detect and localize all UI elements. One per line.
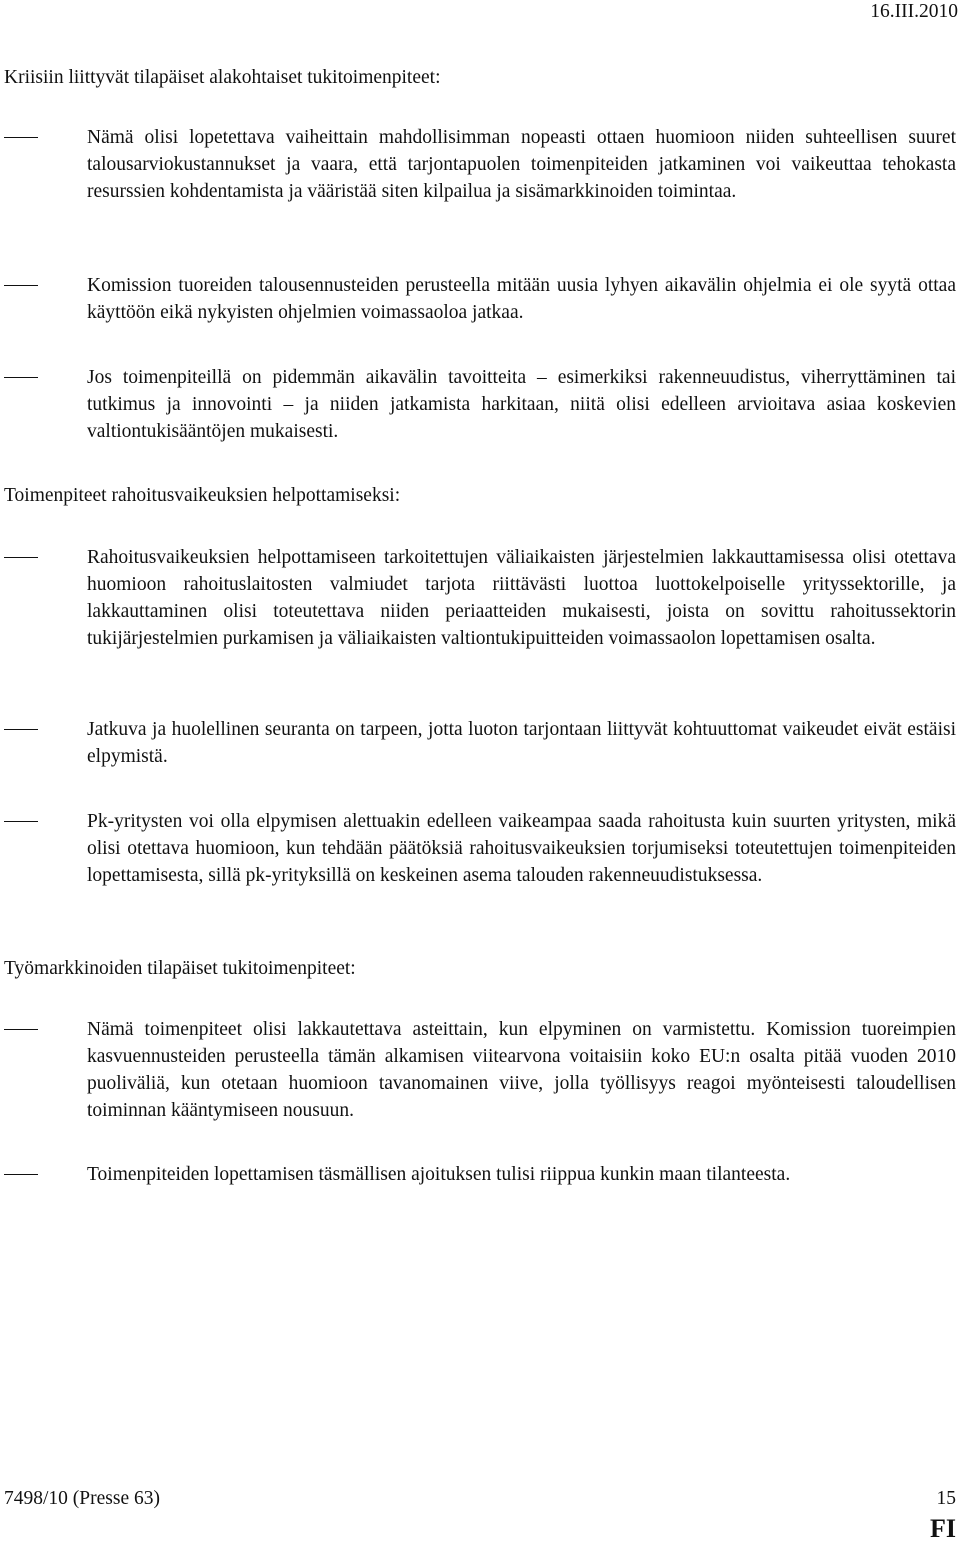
section-heading: Toimenpiteet rahoitusvaikeuksien helpottamiseksi:	[4, 485, 401, 506]
list-item-text: Nämä olisi lopetettava vaiheittain mahdollisimman nopeasti ottaen huomioon niiden suhteellisen suuret talousarviokustannukset ja vaara, että tarjontapuolen toimenpiteiden jatkaminen voi vaikeuttaa tehokasta resurssien kohdentamista ja vääristää siten kilpailua ja sisämarkkinoiden toimintaa.	[87, 127, 956, 202]
dash-bullet	[4, 1174, 38, 1175]
list-item	[4, 1161, 956, 1188]
section-heading: Työmarkkinoiden tilapäiset tukitoimenpiteet:	[4, 958, 356, 979]
list-item	[4, 716, 956, 770]
list-item-text: Rahoitusvaikeuksien helpottamiseen tarkoitettujen väliaikaisten järjestelmien lakkauttamisessa olisi otettava huomioon rahoituslaitosten valmiudet tarjota riittävästi luottoa luottokelpoiselle yrityssektorille, ja lakkauttaminen olisi toteutettava niiden periaatteiden mukaisesti, joista on sovittu rahoitussektorin tukijärjestelmien purkamisen ja väliaikaisten valtiontukipuitteiden voimassaolon lopettamisen osalta.	[87, 547, 956, 649]
list-item-text: Toimenpiteiden lopettamisen täsmällisen ajoituksen tulisi riippua kunkin maan tilanteesta.	[87, 1164, 791, 1185]
dash-bullet	[4, 821, 38, 822]
dash-bullet	[4, 1029, 38, 1030]
list-item-text: Komission tuoreiden talousennusteiden perusteella mitään uusia lyhyen aikavälin ohjelmia ei ole syytä ottaa käyttöön eikä nykyisten ohjelmien voimassaoloa jatkaa.	[87, 275, 956, 323]
section-heading: Kriisiin liittyvät tilapäiset alakohtaiset tukitoimenpiteet:	[4, 67, 441, 88]
list-item-text: Nämä toimenpiteet olisi lakkautettava asteittain, kun elpyminen on varmistettu. Komission tuoreimpien kasvuennusteiden perusteella tämän alkamisen viitearvona voitaisiin koko EU:n osalta pitää vuoden 2010 puoliväliä, kun otetaan huomioon tavanomainen viive, jolla työllisyys reagoi myönteisesti taloudellisen toiminnan kääntymiseen nousuun.	[87, 1019, 956, 1121]
footer-language: FI	[930, 1514, 956, 1543]
list-item-text: Jatkuva ja huolellinen seuranta on tarpeen, jotta luoton tarjontaan liittyvät kohtuuttomat vaikeudet eivät estäisi elpymistä.	[87, 719, 956, 767]
list-item	[4, 808, 956, 889]
footer-page-number: 15	[936, 1488, 956, 1509]
dash-bullet	[4, 285, 38, 286]
list-item	[4, 272, 956, 326]
footer-doc-ref: 7498/10 (Presse 63)	[4, 1488, 160, 1509]
list-item	[4, 1016, 956, 1124]
list-item	[4, 364, 956, 445]
date-stamp: 16.III.2010	[870, 1, 958, 22]
list-item-text: Jos toimenpiteillä on pidemmän aikavälin tavoitteita – esimerkiksi rakenneuudistus, viherryttäminen tai tutkimus ja innovointi – ja niiden jatkamista harkitaan, niitä olisi edelleen arvioitava asiaa koskevien valtiontukisääntöjen mukaisesti.	[87, 367, 956, 442]
dash-bullet	[4, 137, 38, 138]
list-item-text: Pk-yritysten voi olla elpymisen alettuakin edelleen vaikeampaa saada rahoitusta kuin suurten yritysten, mikä olisi otettava huomioon, kun tehdään päätöksiä rahoitusvaikeuksien torjumiseksi toteutettujen toimenpiteiden lopettamisesta, sillä pk-yrityksillä on keskeinen asema talouden rakenneuudistuksessa.	[87, 811, 956, 886]
list-item	[4, 544, 956, 652]
list-item	[4, 124, 956, 205]
dash-bullet	[4, 377, 38, 378]
dash-bullet	[4, 729, 38, 730]
dash-bullet	[4, 557, 38, 558]
